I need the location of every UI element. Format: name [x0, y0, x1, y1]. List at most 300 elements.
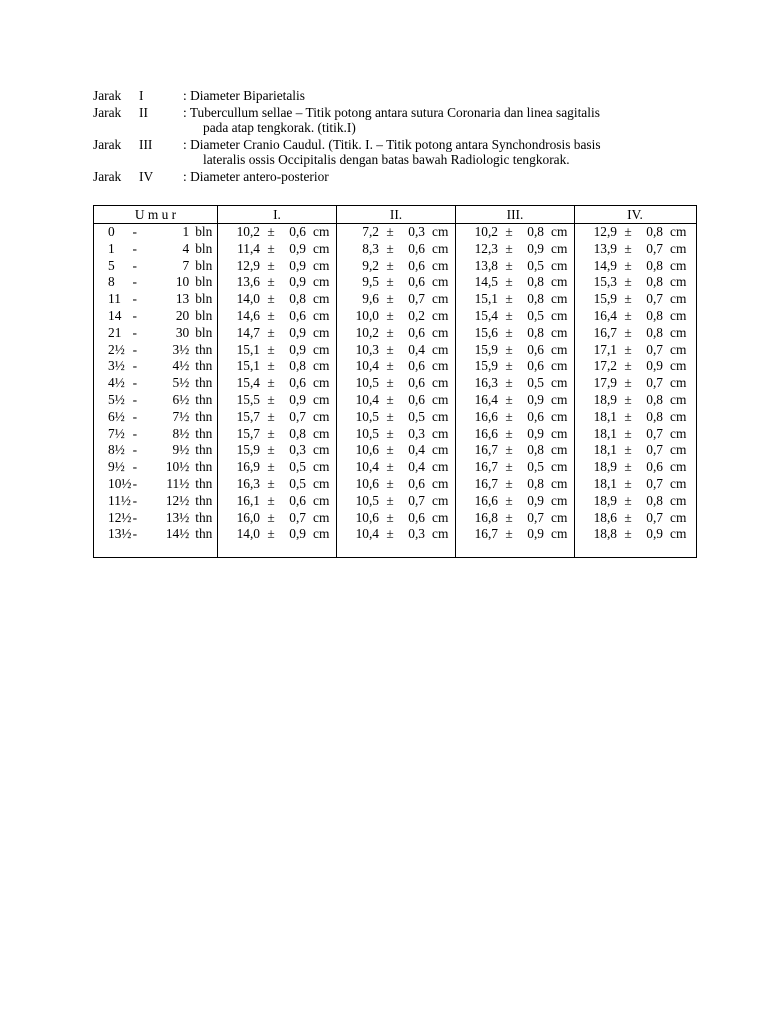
sd-value: 0,6: [408, 475, 425, 491]
umur-dash: -: [132, 492, 138, 508]
sd-value: 0,5: [527, 459, 544, 475]
mean-value: 16,9: [236, 459, 260, 475]
measurement-cell: [337, 426, 455, 443]
measurement-cell: [575, 258, 695, 275]
umur-from: 7½: [108, 425, 125, 441]
column-umur: [94, 224, 218, 558]
umur-dash: -: [132, 526, 138, 542]
umur-cell: [94, 308, 217, 325]
umur-unit: bln: [195, 324, 213, 340]
measurement-cell: [456, 291, 574, 308]
umur-cell: [94, 409, 217, 426]
unit-cm: cm: [313, 391, 330, 407]
sd-value: 0,7: [646, 240, 663, 256]
mean-value: 13,8: [474, 257, 498, 273]
sd-value: 0,9: [289, 274, 306, 290]
unit-cm: cm: [432, 425, 449, 441]
umur-cell: [94, 459, 217, 476]
mean-value: 17,9: [593, 375, 617, 391]
umur-unit: thn: [195, 341, 213, 357]
umur-dash: -: [132, 375, 138, 391]
sd-value: 0,7: [646, 291, 663, 307]
measurement-cell: [337, 493, 455, 510]
legend-description-continued: lateralis ossis Occipitalis dengan batas bawah Radiologic tengkorak.: [203, 152, 570, 167]
sd-value: 0,7: [527, 509, 544, 525]
sd-value: 0,2: [408, 307, 425, 323]
mean-value: 13,9: [593, 240, 617, 256]
mean-value: 16,6: [474, 408, 498, 424]
unit-cm: cm: [313, 240, 330, 256]
legend-description: : Tubercullum sellae – Titik potong antara sutura Coronaria dan linea sagitalis: [183, 105, 600, 120]
unit-cm: cm: [670, 391, 687, 407]
mean-value: 16,4: [474, 391, 498, 407]
mean-value: 12,9: [593, 224, 617, 239]
plus-minus: ±: [267, 291, 275, 307]
unit-cm: cm: [432, 257, 449, 273]
unit-cm: cm: [432, 341, 449, 357]
legend-description: : Diameter Biparietalis: [183, 88, 305, 103]
mean-value: 9,2: [362, 257, 379, 273]
mean-value: 15,3: [593, 274, 617, 290]
umur-unit: thn: [195, 391, 213, 407]
umur-cell: [94, 476, 217, 493]
measurement-cell: [337, 325, 455, 342]
legend-number: IV: [139, 169, 154, 184]
plus-minus: ±: [624, 324, 632, 340]
sd-value: 0,8: [289, 291, 306, 307]
column-jarak-1: [218, 224, 337, 558]
umur-unit: thn: [195, 358, 213, 374]
measurement-cell: [456, 325, 574, 342]
mean-value: 18,1: [593, 408, 617, 424]
measurement-cell: [218, 426, 336, 443]
plus-minus: ±: [267, 224, 275, 239]
umur-unit: thn: [195, 425, 213, 441]
mean-value: 12,9: [236, 257, 260, 273]
measurement-cell: [337, 510, 455, 527]
umur-to: 7½: [172, 408, 190, 424]
unit-cm: cm: [432, 509, 449, 525]
sd-value: 0,3: [408, 526, 425, 542]
unit-cm: cm: [551, 492, 568, 508]
sd-value: 0,9: [527, 492, 544, 508]
umur-to: 12½: [165, 492, 190, 508]
measurement-cell: [456, 258, 574, 275]
umur-from: 0: [108, 224, 115, 239]
sd-value: 0,5: [289, 475, 306, 491]
plus-minus: ±: [267, 257, 275, 273]
plus-minus: ±: [505, 307, 513, 323]
mean-value: 17,2: [593, 358, 617, 374]
unit-cm: cm: [432, 391, 449, 407]
plus-minus: ±: [505, 391, 513, 407]
umur-dash: -: [132, 459, 138, 475]
measurement-cell: [575, 274, 695, 291]
measurement-cell: [337, 308, 455, 325]
unit-cm: cm: [670, 442, 687, 458]
mean-value: 15,1: [474, 291, 498, 307]
plus-minus: ±: [386, 307, 394, 323]
mean-value: 10,0: [355, 307, 379, 323]
sd-value: 0,8: [527, 442, 544, 458]
measurement-cell: [456, 426, 574, 443]
unit-cm: cm: [432, 307, 449, 323]
measurement-cell: [337, 459, 455, 476]
measurement-cell: [456, 358, 574, 375]
unit-cm: cm: [670, 274, 687, 290]
unit-cm: cm: [313, 509, 330, 525]
umur-dash: -: [132, 240, 137, 256]
plus-minus: ±: [505, 224, 513, 239]
unit-cm: cm: [670, 240, 687, 256]
measurement-cell: [575, 358, 695, 375]
unit-cm: cm: [432, 324, 449, 340]
sd-value: 0,8: [646, 324, 663, 340]
sd-value: 0,9: [527, 425, 544, 441]
umur-from: 4½: [108, 375, 125, 391]
plus-minus: ±: [505, 459, 513, 475]
column-jarak-2: [337, 224, 456, 558]
sd-value: 0,6: [289, 375, 306, 391]
plus-minus: ±: [386, 526, 394, 542]
plus-minus: ±: [624, 224, 632, 239]
unit-cm: cm: [551, 375, 568, 391]
sd-value: 0,8: [527, 324, 544, 340]
sd-value: 0,8: [646, 307, 663, 323]
header-jarak-1: I.: [218, 206, 337, 223]
sd-value: 0,9: [289, 391, 306, 407]
measurement-cell: [456, 476, 574, 493]
measurement-cell: [575, 325, 695, 342]
plus-minus: ±: [624, 459, 632, 475]
umur-dash: -: [132, 257, 137, 273]
sd-value: 0,8: [527, 224, 544, 239]
plus-minus: ±: [386, 391, 394, 407]
unit-cm: cm: [432, 224, 449, 239]
unit-cm: cm: [551, 425, 568, 441]
measurement-cell: [575, 526, 695, 543]
sd-value: 0,7: [646, 442, 663, 458]
umur-unit: bln: [195, 274, 213, 290]
measurement-cell: [575, 459, 695, 476]
umur-dash: -: [132, 509, 138, 525]
sd-value: 0,7: [289, 509, 306, 525]
measurement-cell: [456, 526, 574, 543]
mean-value: 14,6: [236, 307, 260, 323]
mean-value: 10,2: [355, 324, 379, 340]
umur-dash: -: [132, 224, 137, 239]
unit-cm: cm: [551, 341, 568, 357]
umur-dash: -: [132, 391, 138, 407]
mean-value: 16,1: [236, 492, 260, 508]
unit-cm: cm: [551, 257, 568, 273]
legend-label: Jarak: [93, 169, 122, 184]
mean-value: 10,2: [474, 224, 498, 239]
mean-value: 15,4: [474, 307, 498, 323]
plus-minus: ±: [386, 475, 394, 491]
mean-value: 15,9: [236, 442, 260, 458]
mean-value: 18,6: [593, 509, 617, 525]
plus-minus: ±: [267, 526, 275, 542]
unit-cm: cm: [432, 358, 449, 374]
header-jarak-4: IV.: [627, 207, 643, 222]
measurement-cell: [456, 493, 574, 510]
mean-value: 15,4: [236, 375, 260, 391]
plus-minus: ±: [267, 391, 275, 407]
plus-minus: ±: [505, 509, 513, 525]
plus-minus: ±: [624, 257, 632, 273]
sd-value: 0,7: [289, 408, 306, 424]
unit-cm: cm: [670, 224, 687, 239]
measurement-cell: [337, 342, 455, 359]
plus-minus: ±: [267, 442, 275, 458]
unit-cm: cm: [670, 341, 687, 357]
mean-value: 10,4: [355, 526, 379, 542]
sd-value: 0,9: [289, 257, 306, 273]
mean-value: 10,4: [355, 358, 379, 374]
unit-cm: cm: [670, 526, 687, 542]
plus-minus: ±: [267, 274, 275, 290]
sd-value: 0,6: [408, 509, 425, 525]
umur-to: 10: [175, 274, 190, 290]
mean-value: 15,5: [236, 391, 260, 407]
sd-value: 0,6: [408, 358, 425, 374]
umur-from: 14: [108, 307, 122, 323]
umur-cell: [94, 426, 217, 443]
unit-cm: cm: [432, 291, 449, 307]
sd-value: 0,3: [408, 224, 425, 239]
umur-unit: bln: [195, 307, 213, 323]
mean-value: 18,1: [593, 425, 617, 441]
umur-from: 12½: [108, 509, 132, 525]
legend-row: [93, 104, 733, 121]
unit-cm: cm: [670, 475, 687, 491]
unit-cm: cm: [670, 509, 687, 525]
sd-value: 0,7: [646, 509, 663, 525]
measurement-cell: [218, 291, 336, 308]
plus-minus: ±: [386, 375, 394, 391]
sd-value: 0,8: [646, 408, 663, 424]
plus-minus: ±: [505, 341, 513, 357]
umur-unit: thn: [195, 459, 213, 475]
umur-unit: thn: [195, 492, 213, 508]
plus-minus: ±: [505, 240, 513, 256]
umur-from: 11½: [108, 492, 131, 508]
sd-value: 0,6: [289, 492, 306, 508]
plus-minus: ±: [624, 391, 632, 407]
sd-value: 0,6: [408, 324, 425, 340]
mean-value: 18,9: [593, 492, 617, 508]
unit-cm: cm: [551, 459, 568, 475]
plus-minus: ±: [267, 341, 275, 357]
unit-cm: cm: [551, 324, 568, 340]
umur-dash: -: [132, 291, 137, 307]
umur-to: 11½: [166, 475, 190, 491]
umur-unit: thn: [195, 509, 213, 525]
mean-value: 16,3: [236, 475, 260, 491]
umur-unit: bln: [195, 291, 213, 307]
umur-from: 5: [108, 257, 115, 273]
measurement-cell: [456, 510, 574, 527]
plus-minus: ±: [505, 408, 513, 424]
sd-value: 0,6: [408, 240, 425, 256]
sd-value: 0,4: [408, 341, 425, 357]
mean-value: 18,9: [593, 391, 617, 407]
umur-dash: -: [132, 324, 137, 340]
measurement-cell: [575, 442, 695, 459]
unit-cm: cm: [432, 408, 449, 424]
plus-minus: ±: [624, 442, 632, 458]
plus-minus: ±: [267, 492, 275, 508]
plus-minus: ±: [267, 425, 275, 441]
measurement-cell: [575, 476, 695, 493]
umur-dash: -: [132, 341, 138, 357]
sd-value: 0,6: [408, 257, 425, 273]
legend-row: [93, 136, 733, 153]
measurement-cell: [456, 409, 574, 426]
mean-value: 10,6: [355, 475, 379, 491]
plus-minus: ±: [505, 526, 513, 542]
sd-value: 0,8: [289, 425, 306, 441]
sd-value: 0,8: [289, 358, 306, 374]
measurement-cell: [218, 241, 336, 258]
mean-value: 15,1: [236, 341, 260, 357]
measurement-cell: [337, 526, 455, 543]
umur-cell: [94, 392, 217, 409]
mean-value: 16,7: [474, 442, 498, 458]
measurement-cell: [337, 274, 455, 291]
umur-unit: thn: [195, 375, 213, 391]
umur-to: 1: [182, 224, 190, 239]
unit-cm: cm: [551, 475, 568, 491]
umur-cell: [94, 241, 217, 258]
mean-value: 16,4: [593, 307, 617, 323]
unit-cm: cm: [670, 291, 687, 307]
umur-unit: thn: [195, 475, 213, 491]
legend-description: : Diameter antero-posterior: [183, 169, 329, 184]
mean-value: 18,9: [593, 459, 617, 475]
mean-value: 14,7: [236, 324, 260, 340]
plus-minus: ±: [386, 425, 394, 441]
sd-value: 0,9: [289, 341, 306, 357]
mean-value: 14,0: [236, 291, 260, 307]
unit-cm: cm: [551, 391, 568, 407]
unit-cm: cm: [670, 358, 687, 374]
measurement-cell: [575, 291, 695, 308]
umur-dash: -: [132, 307, 137, 323]
unit-cm: cm: [313, 257, 330, 273]
sd-value: 0,9: [646, 526, 663, 542]
plus-minus: ±: [386, 459, 394, 475]
mean-value: 12,3: [474, 240, 498, 256]
measurement-cell: [337, 409, 455, 426]
sd-value: 0,6: [527, 341, 544, 357]
umur-cell: [94, 274, 217, 291]
plus-minus: ±: [267, 240, 275, 256]
unit-cm: cm: [313, 375, 330, 391]
unit-cm: cm: [670, 459, 687, 475]
sd-value: 0,9: [527, 526, 544, 542]
mean-value: 13,6: [236, 274, 260, 290]
unit-cm: cm: [432, 526, 449, 542]
umur-cell: [94, 224, 217, 241]
measurement-cell: [218, 358, 336, 375]
legend-number: I: [139, 88, 144, 103]
umur-from: 2½: [108, 341, 125, 357]
plus-minus: ±: [624, 274, 632, 290]
umur-unit: thn: [195, 442, 213, 458]
sd-value: 0,9: [527, 391, 544, 407]
mean-value: 17,1: [593, 341, 617, 357]
umur-unit: thn: [195, 408, 213, 424]
mean-value: 16,6: [474, 425, 498, 441]
measurement-cell: [337, 241, 455, 258]
sd-value: 0,6: [408, 274, 425, 290]
plus-minus: ±: [624, 358, 632, 374]
plus-minus: ±: [624, 291, 632, 307]
legend-description: : Diameter Cranio Caudul. (Titik. I. – Titik potong antara Synchondrosis basis: [183, 137, 601, 152]
measurement-cell: [456, 342, 574, 359]
measurement-cell: [218, 325, 336, 342]
unit-cm: cm: [670, 257, 687, 273]
mean-value: 16,0: [236, 509, 260, 525]
unit-cm: cm: [551, 224, 568, 239]
unit-cm: cm: [313, 291, 330, 307]
measurement-cell: [456, 224, 574, 241]
umur-from: 13½: [108, 526, 132, 542]
mean-value: 16,3: [474, 375, 498, 391]
measurement-cell: [218, 476, 336, 493]
sd-value: 0,7: [646, 475, 663, 491]
umur-dash: -: [132, 475, 138, 491]
umur-cell: [94, 325, 217, 342]
measurement-cell: [456, 459, 574, 476]
mean-value: 15,9: [474, 341, 498, 357]
plus-minus: ±: [505, 442, 513, 458]
sd-value: 0,3: [408, 425, 425, 441]
plus-minus: ±: [505, 492, 513, 508]
measurement-cell: [456, 308, 574, 325]
plus-minus: ±: [267, 307, 275, 323]
legend-row: [93, 87, 733, 104]
measurement-cell: [337, 442, 455, 459]
unit-cm: cm: [313, 324, 330, 340]
umur-cell: [94, 358, 217, 375]
umur-to: 13½: [165, 509, 190, 525]
plus-minus: ±: [386, 224, 394, 239]
mean-value: 18,1: [593, 475, 617, 491]
mean-value: 15,7: [236, 408, 260, 424]
measurement-cell: [456, 241, 574, 258]
mean-value: 16,7: [474, 526, 498, 542]
unit-cm: cm: [313, 442, 330, 458]
header-jarak-3: III.: [456, 206, 575, 223]
mean-value: 8,3: [362, 240, 379, 256]
umur-from: 3½: [108, 358, 125, 374]
plus-minus: ±: [267, 408, 275, 424]
sd-value: 0,6: [527, 358, 544, 374]
legend-row: [93, 168, 733, 185]
header-umur: U m u r: [94, 206, 218, 223]
unit-cm: cm: [551, 307, 568, 323]
mean-value: 16,8: [474, 509, 498, 525]
plus-minus: ±: [386, 492, 394, 508]
unit-cm: cm: [551, 442, 568, 458]
mean-value: 15,9: [474, 358, 498, 374]
measurement-cell: [337, 392, 455, 409]
mean-value: 10,2: [236, 224, 260, 239]
measurement-cell: [575, 493, 695, 510]
